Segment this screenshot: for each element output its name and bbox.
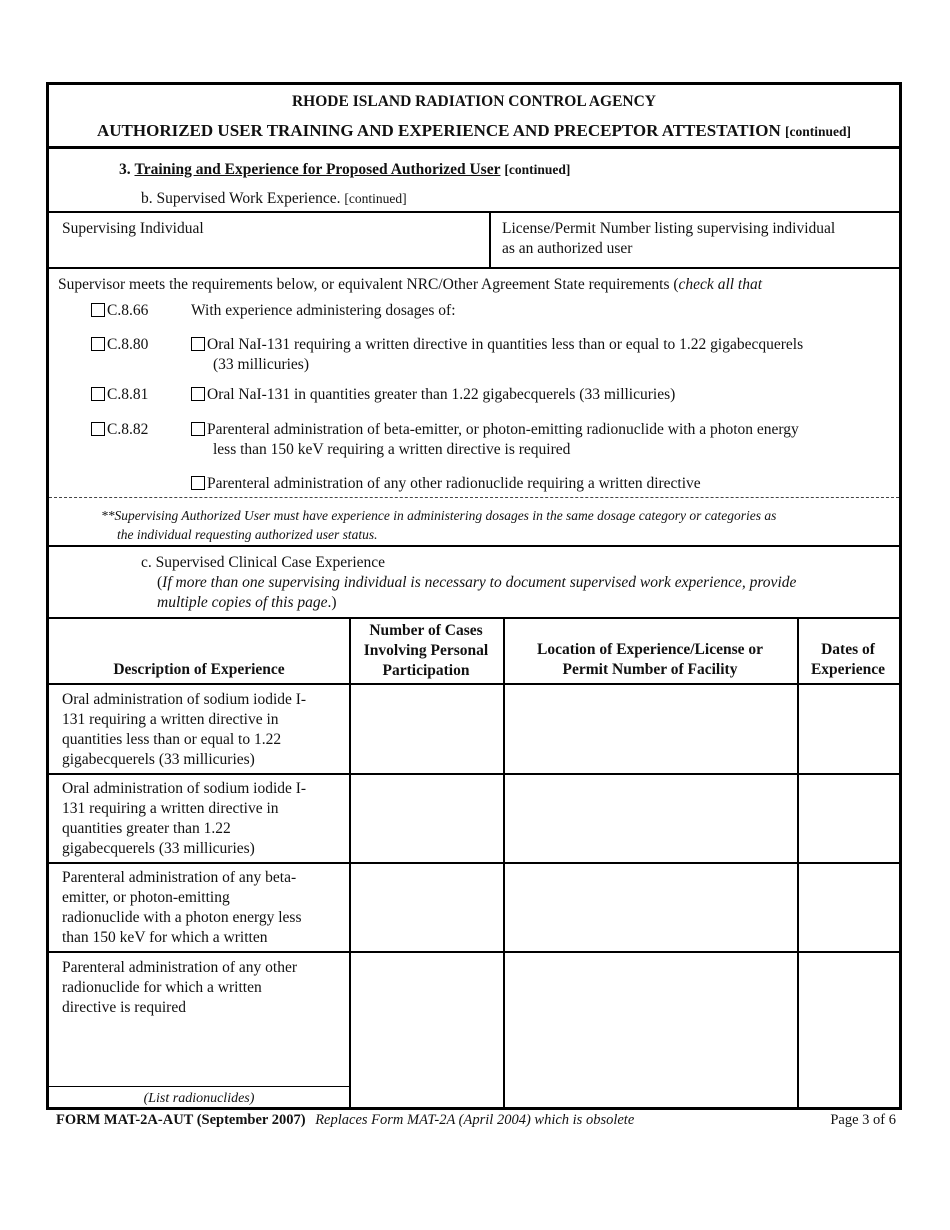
divider	[489, 211, 491, 267]
header-location-line2: Permit Number of Facility	[562, 661, 738, 678]
section-b-continued: [continued]	[344, 191, 407, 206]
form-frame	[46, 82, 902, 1110]
license-label-line2: as an authorized user	[502, 240, 633, 257]
table-row-desc	[62, 690, 347, 770]
list-radionuclides-label: (List radionuclides)	[143, 1091, 255, 1106]
checkbox-other-radionuclide[interactable]	[191, 476, 205, 490]
form-footer	[56, 1112, 896, 1129]
divider	[49, 211, 899, 213]
option-c881[interactable]	[91, 385, 148, 405]
footer-page-number: Page 3 of 6	[830, 1112, 896, 1128]
supervisor-note	[101, 506, 881, 544]
requirements-intro-italic: check all that	[678, 276, 763, 293]
code-c880: C.8.80	[107, 336, 149, 353]
section-3-heading	[119, 161, 570, 179]
header-cases	[349, 621, 503, 681]
row-1-line1: Oral administration of sodium iodide I-	[62, 691, 307, 708]
requirements-intro-text: Supervisor meets the requirements below, or equivalent NRC/Other Agreement State requirements (	[58, 276, 679, 293]
row-2-line1: Oral administration of sodium iodide I-	[62, 780, 307, 797]
table-top-border	[49, 617, 899, 619]
form-title	[49, 121, 899, 141]
checkbox-c866[interactable]	[91, 303, 105, 317]
row-divider	[49, 773, 899, 775]
row-1-line4: gigabecquerels (33 millicuries)	[62, 751, 255, 768]
footer-form-id: FORM MAT-2A-AUT (September 2007)	[56, 1112, 306, 1128]
section-b-heading	[141, 190, 407, 208]
row-1-line2: 131 requiring a written directive in	[62, 711, 279, 728]
section-c-instructions	[157, 573, 887, 613]
option-c882-line1: Parenteral administration of beta-emitter, or photon-emitting radionuclide with a photon energy	[207, 421, 799, 438]
table-row-desc	[62, 958, 347, 1018]
list-radionuclides-line	[49, 1086, 350, 1087]
header-location	[503, 640, 797, 680]
section-3-continued: [continued]	[504, 162, 571, 177]
header-dates-line2: Experience	[810, 661, 886, 678]
option-c882[interactable]	[91, 420, 148, 440]
section-3-number: 3.	[119, 161, 131, 178]
license-label-line1: License/Permit Number listing supervising individual	[502, 220, 836, 237]
row-4-line3: directive is required	[62, 999, 186, 1016]
header-dates	[797, 640, 899, 680]
divider	[49, 267, 899, 269]
form-title-text: AUTHORIZED USER TRAINING AND EXPERIENCE AND PRECEPTOR ATTESTATION	[96, 121, 781, 140]
code-c881: C.8.81	[107, 386, 149, 403]
header-cases-line1: Number of Cases	[369, 622, 483, 639]
row-2-line2: 131 requiring a written directive in	[62, 800, 279, 817]
checkbox-c880[interactable]	[91, 337, 105, 351]
row-3-line3: radionuclide with a photon energy less	[62, 909, 302, 926]
table-row-desc	[62, 779, 347, 859]
row-3-line1: Parenteral administration of any beta-	[62, 869, 297, 886]
checkbox-c881-detail[interactable]	[191, 387, 205, 401]
option-c881-detail[interactable]	[191, 385, 675, 405]
section-3-title: Training and Experience for Proposed Authorized User	[134, 161, 501, 178]
option-c880[interactable]	[91, 335, 148, 355]
header-dates-line1: Dates of	[821, 641, 875, 658]
section-c-paren-close: .)	[327, 594, 337, 611]
option-c880-line1: Oral NaI-131 requiring a written directive in quantities less than or equal to 1.22 gigabecquerels	[207, 336, 804, 353]
header-location-line1: Location of Experience/License or	[537, 641, 763, 658]
option-c882-line2: less than 150 keV requiring a written directive is required	[213, 441, 571, 458]
code-c882: C.8.82	[107, 421, 149, 438]
row-1-line3: quantities less than or equal to 1.22	[62, 731, 282, 748]
row-2-line3: quantities greater than 1.22	[62, 820, 231, 837]
table-row-desc	[62, 868, 347, 948]
section-c-instructions-line1: If more than one supervising individual is necessary to document supervised work experience, provide	[162, 574, 797, 591]
section-b-title: b. Supervised Work Experience.	[141, 190, 341, 207]
header-cases-line2: Involving Personal	[363, 642, 489, 659]
checkbox-c882-detail[interactable]	[191, 422, 205, 436]
row-4-line1: Parenteral administration of any other	[62, 959, 298, 976]
option-c880-detail[interactable]	[191, 335, 891, 375]
requirements-intro	[58, 276, 888, 294]
header-cases-line3: Participation	[382, 662, 470, 679]
header-description: Description of Experience	[113, 661, 285, 678]
code-c866: C.8.66	[107, 302, 149, 319]
divider	[49, 545, 899, 547]
checkbox-c882[interactable]	[91, 422, 105, 436]
row-2-line4: gigabecquerels (33 millicuries)	[62, 840, 255, 857]
supervising-individual-field[interactable]: Supervising Individual	[62, 220, 204, 237]
table-header-divider	[49, 683, 899, 685]
note-line2: the individual requesting authorized user status.	[117, 527, 378, 542]
license-permit-field[interactable]	[502, 219, 835, 259]
form-header	[49, 85, 899, 149]
agency-name: RHODE ISLAND RADIATION CONTROL AGENCY	[291, 93, 656, 110]
option-other-radionuclide[interactable]	[191, 474, 701, 494]
option-other-line1: Parenteral administration of any other radionuclide requiring a written directive	[207, 475, 701, 492]
row-3-line4: than 150 keV for which a written	[62, 929, 268, 946]
checkbox-c881[interactable]	[91, 387, 105, 401]
note-line1: **Supervising Authorized User must have experience in administering dosages in the same dosage category or categories as	[101, 508, 777, 523]
option-c881-line1: Oral NaI-131 in quantities greater than 1.22 gigabecquerels (33 millicuries)	[207, 386, 676, 403]
row-4-line2: radionuclide for which a written	[62, 979, 262, 996]
option-c882-detail[interactable]	[191, 420, 891, 460]
row-3-line2: emitter, or photon-emitting	[62, 889, 230, 906]
section-c-instructions-line2: multiple copies of this page	[157, 594, 328, 611]
footer-replaces: Replaces Form MAT-2A (April 2004) which is obsolete	[315, 1112, 635, 1128]
section-c-title: c. Supervised Clinical Case Experience	[141, 554, 386, 571]
option-c866[interactable]	[91, 301, 148, 321]
row-divider	[49, 862, 899, 864]
option-c880-line2: (33 millicuries)	[213, 356, 309, 373]
section-c-paren-open: (	[157, 574, 163, 591]
form-title-continued: [continued]	[785, 124, 852, 139]
option-c866-text: With experience administering dosages of:	[191, 302, 456, 319]
checkbox-c880-detail[interactable]	[191, 337, 205, 351]
row-divider	[49, 951, 899, 953]
dashed-divider	[49, 497, 899, 498]
